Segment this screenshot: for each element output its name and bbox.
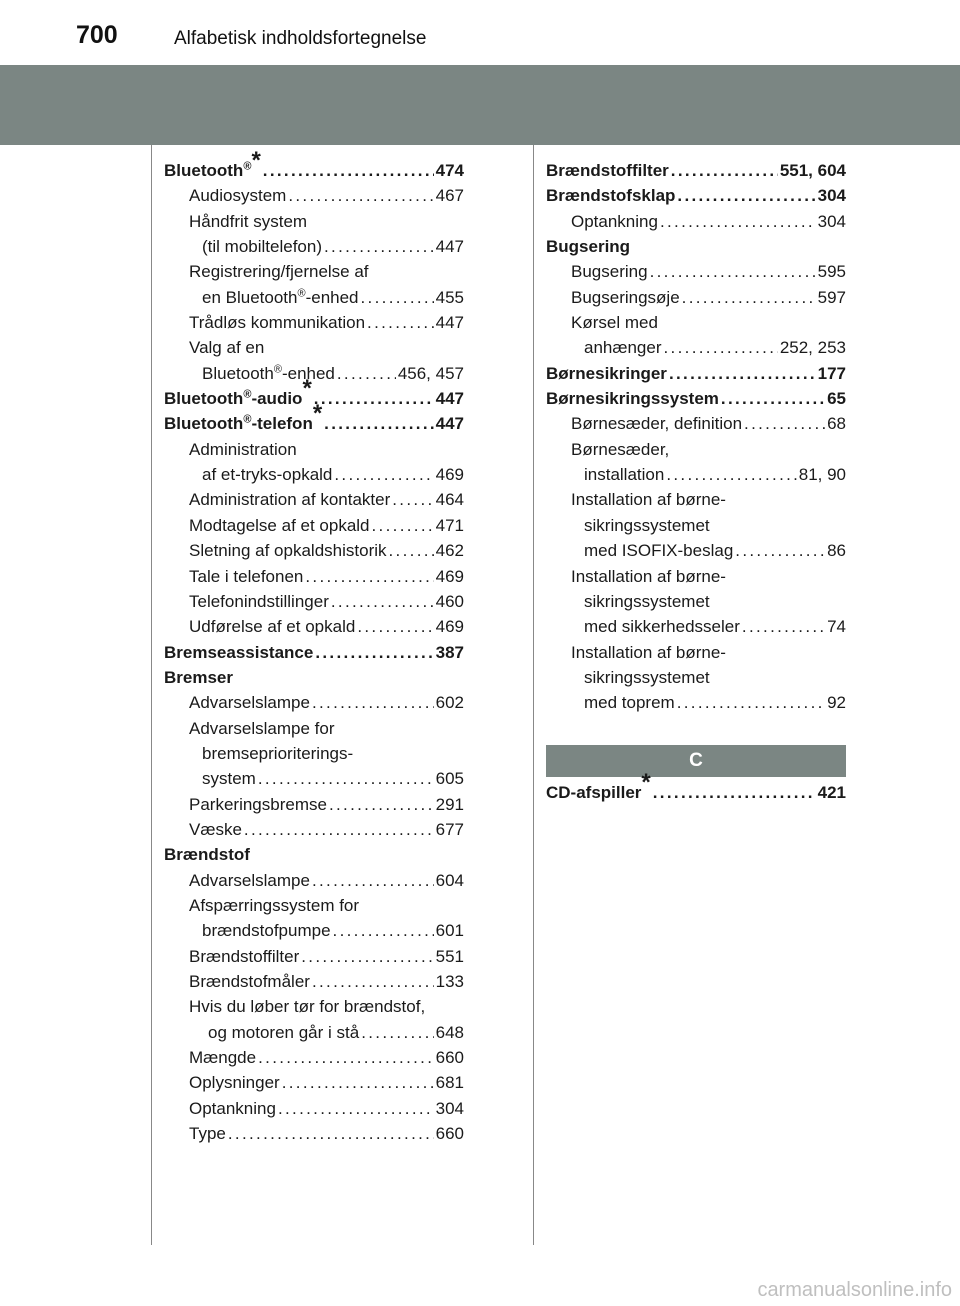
page-ref: 92 xyxy=(827,693,846,713)
page-ref: 551 xyxy=(435,946,464,966)
entry-isofix[interactable] xyxy=(546,538,846,563)
entry-admin: Administration xyxy=(189,439,297,459)
page-ref: 65 xyxy=(827,389,846,409)
entry-valg: Valg af en xyxy=(189,338,265,358)
entry-bluetooth-audio[interactable]: Bluetooth®-audio* . . . 447 xyxy=(164,386,464,411)
dot-leader xyxy=(312,868,434,893)
entry-audiosystem[interactable]: Audiosystem . . . 467 xyxy=(164,183,464,208)
entry-label: Brændstofmåler xyxy=(189,972,310,991)
column-divider-left xyxy=(151,145,152,1245)
page-ref: 601 xyxy=(435,921,464,941)
entry-label: Børnesæder, definition xyxy=(571,414,743,434)
watermark: carmanualsonline.info xyxy=(757,1279,952,1301)
page-ref: 252, 253 xyxy=(779,338,846,358)
page-ref: 387 xyxy=(435,642,464,662)
entry-installation[interactable] xyxy=(546,462,846,487)
entry-label: Oplysninger xyxy=(189,1073,280,1093)
entry-label: anhænger xyxy=(584,338,662,358)
page-ref: 681 xyxy=(435,1073,464,1093)
page-ref: 81, 90 xyxy=(798,465,846,485)
entry-bugsering: Bugsering xyxy=(546,237,631,257)
entry-label: Udførelse af et opkald xyxy=(189,617,356,637)
dot-leader xyxy=(258,766,434,791)
entry-bugsering2[interactable] xyxy=(546,259,846,284)
dot-leader xyxy=(669,361,816,386)
entry-motoren[interactable] xyxy=(164,1020,464,1045)
entry-inst2b: sikringssystemet xyxy=(584,591,710,611)
entry-label: Væske xyxy=(189,819,242,839)
page-ref: 74 xyxy=(827,617,846,637)
entry-registrering-enhed[interactable]: en Bluetooth®-enhed . . . 455 xyxy=(164,285,464,310)
dot-leader xyxy=(244,817,434,842)
entry-label: Optankning xyxy=(189,1098,276,1118)
entry-advarsel_for: Advarselslampe for xyxy=(189,718,335,738)
entry-label: Mængde xyxy=(189,1048,257,1068)
entry-definition[interactable] xyxy=(546,411,846,436)
entry-label: og motoren går i stå xyxy=(208,1022,360,1042)
entry-handfrit-system: Håndfrit system xyxy=(189,211,308,231)
entry-filter[interactable] xyxy=(546,158,846,183)
dot-leader xyxy=(312,690,434,715)
page-ref: 648 xyxy=(435,1022,464,1042)
entry-bornesikringer[interactable] xyxy=(546,361,846,386)
dot-leader xyxy=(392,487,433,512)
entry-braendstof: Brændstof xyxy=(164,845,250,865)
page-ref: 460 xyxy=(435,591,464,611)
entry-system[interactable] xyxy=(164,766,464,791)
entry-admin_kontakter[interactable] xyxy=(164,487,464,512)
entry-inst1: Installation af børne- xyxy=(571,490,726,510)
dot-leader xyxy=(278,1096,434,1121)
entry-label: Sletning af opkaldshistorik xyxy=(189,541,387,561)
dot-leader xyxy=(301,944,433,969)
entry-tale[interactable] xyxy=(164,564,464,589)
dot-leader xyxy=(305,564,433,589)
entry-maengde[interactable] xyxy=(164,1045,464,1070)
entry-label: Type xyxy=(189,1124,226,1144)
column-divider-middle xyxy=(533,145,534,1245)
index-list-c xyxy=(546,769,846,805)
entry-bornesystem[interactable] xyxy=(546,386,846,411)
entry-inst3: Installation af børne- xyxy=(571,642,726,662)
entry-bluetooth[interactable]: Bluetooth®* . . . 474 xyxy=(164,158,464,183)
section-letter-c: C xyxy=(546,745,846,777)
entry-inst1b: sikringssystemet xyxy=(584,515,710,535)
page-ref: 304 xyxy=(817,186,846,206)
entry-telefonind[interactable] xyxy=(164,589,464,614)
entry-label: Parkeringsbremse xyxy=(189,794,327,814)
page-ref: 469 xyxy=(435,465,464,485)
page-ref: 595 xyxy=(817,262,846,282)
dot-leader xyxy=(742,614,825,639)
index-column-1 xyxy=(164,147,464,1146)
entry-label: brændstofpumpe xyxy=(202,921,331,941)
entry-label: Modtagelse af et opkald xyxy=(189,515,370,535)
entry-handfrit-mobil[interactable]: (til mobiltelefon) . . . 447 xyxy=(164,234,464,259)
index-list-2 xyxy=(546,158,846,716)
page-ref: 602 xyxy=(435,693,464,713)
dot-leader xyxy=(331,589,434,614)
dot-leader xyxy=(677,690,825,715)
dot-leader xyxy=(312,969,434,994)
header xyxy=(0,0,960,60)
entry-modtagelse[interactable] xyxy=(164,513,464,538)
entry-optankning[interactable] xyxy=(164,1096,464,1121)
entry-bremseassist[interactable] xyxy=(164,640,464,665)
dot-leader xyxy=(671,158,778,183)
entry-klap[interactable] xyxy=(546,183,846,208)
dot-leader xyxy=(334,462,433,487)
header-band xyxy=(0,65,960,145)
index-column-2 xyxy=(546,158,846,716)
entry-label: Brændstofsklap xyxy=(546,186,676,206)
entry-label: Børnesikringssystem xyxy=(546,389,719,409)
entry-vaeske[interactable] xyxy=(164,817,464,842)
entry-label: af et-tryks-opkald xyxy=(202,465,333,485)
page-ref: 469 xyxy=(435,617,464,637)
dot-leader xyxy=(228,1121,434,1146)
entry-toprem[interactable] xyxy=(546,690,846,715)
page-ref: 660 xyxy=(435,1048,464,1068)
entry-label: Bugsering xyxy=(571,262,648,282)
entry-hvis: Hvis du løber tør for brændstof, xyxy=(189,997,426,1017)
dot-leader xyxy=(315,640,433,665)
entry-label: system xyxy=(202,769,256,789)
entry-bugseringsoje[interactable] xyxy=(546,285,846,310)
page-ref: 304 xyxy=(817,211,846,231)
entry-label: Bremseassistance xyxy=(164,642,314,662)
entry-afspaerring: Afspærringssystem for xyxy=(189,895,360,915)
entry-label: installation xyxy=(584,465,665,485)
page-ref: 291 xyxy=(435,794,464,814)
dot-leader xyxy=(682,285,816,310)
entry-korsel: Kørsel med xyxy=(571,313,658,333)
entry-udforelse[interactable] xyxy=(164,614,464,639)
page-ref: 464 xyxy=(435,490,464,510)
entry-optankning[interactable] xyxy=(546,209,846,234)
page-ref: 462 xyxy=(435,541,464,561)
entry-label: Advarselslampe xyxy=(189,693,310,713)
entry-bluetooth-telefon[interactable]: Bluetooth®-telefon* . . . 447 xyxy=(164,411,464,436)
page-ref: 86 xyxy=(827,541,846,561)
entry-advarsel1[interactable] xyxy=(164,690,464,715)
dot-leader xyxy=(258,1045,434,1070)
entry-label: Tale i telefonen xyxy=(189,566,304,586)
page-ref: 597 xyxy=(817,287,846,307)
dot-leader xyxy=(361,1020,433,1045)
entry-valg-enhed[interactable]: Bluetooth®-enhed . . . 456, 457 xyxy=(164,361,464,386)
dot-leader xyxy=(282,1070,434,1095)
page-ref: 133 xyxy=(435,972,464,991)
page-ref: 551, 604 xyxy=(779,161,846,180)
entry-tradlos[interactable]: Trådløs kommunikation . . . 447 xyxy=(164,310,464,335)
entry-cd-afspiller[interactable]: CD-afspiller* . . . 421 xyxy=(546,780,846,805)
dot-leader xyxy=(666,462,796,487)
entry-label: Bugseringsøje xyxy=(571,287,680,307)
dot-leader xyxy=(735,538,825,563)
dot-leader xyxy=(677,183,815,208)
page-ref: 68 xyxy=(827,414,846,434)
entry-boernesaeder: Børnesæder, xyxy=(571,439,670,459)
entry-label: Telefonindstillinger xyxy=(189,591,329,611)
entry-type[interactable] xyxy=(164,1121,464,1146)
entry-label: med sikkerhedsseler xyxy=(584,617,740,637)
entry-label: med ISOFIX-beslag xyxy=(584,541,734,561)
entry-advarsel2[interactable] xyxy=(164,868,464,893)
page-ref: 604 xyxy=(435,870,464,890)
entry-bremsepri: bremseprioriterings- xyxy=(202,743,354,763)
entry-sikkerhed[interactable] xyxy=(546,614,846,639)
dot-leader xyxy=(744,411,825,436)
dot-leader xyxy=(333,918,434,943)
entry-sletning[interactable] xyxy=(164,538,464,563)
dot-leader xyxy=(329,792,434,817)
entry-inst2: Installation af børne- xyxy=(571,566,726,586)
entry-label: Advarselslampe xyxy=(189,870,310,890)
entry-registrering: Registrering/fjernelse af xyxy=(189,262,369,282)
page-ref: 677 xyxy=(435,819,464,839)
page-ref: 177 xyxy=(817,363,846,383)
dot-leader xyxy=(660,209,816,234)
entry-oplysninger[interactable] xyxy=(164,1070,464,1095)
entry-filter[interactable] xyxy=(164,944,464,969)
entry-inst3b: sikringssystemet xyxy=(584,667,710,687)
dot-leader xyxy=(357,614,433,639)
page-number: 700 xyxy=(76,21,118,49)
dot-leader xyxy=(650,259,816,284)
entry-parkering[interactable] xyxy=(164,792,464,817)
entry-label: Brændstoffilter xyxy=(546,161,669,180)
page-ref: 660 xyxy=(435,1124,464,1144)
entry-bremser: Bremser xyxy=(164,667,233,687)
page-title: Alfabetisk indholdsfortegnelse xyxy=(174,28,427,49)
entry-label: Administration af kontakter xyxy=(189,490,391,510)
dot-leader xyxy=(389,538,434,563)
page-ref: 471 xyxy=(435,515,464,535)
entry-pumpe[interactable] xyxy=(164,918,464,943)
page-ref: 304 xyxy=(435,1098,464,1118)
page-ref: 469 xyxy=(435,566,464,586)
dot-leader xyxy=(372,513,434,538)
dot-leader xyxy=(664,335,778,360)
entry-label: Børnesikringer xyxy=(546,363,667,383)
entry-label: Optankning xyxy=(571,211,658,231)
entry-label: med toprem xyxy=(584,693,675,713)
entry-maaler[interactable] xyxy=(164,969,464,994)
page-ref: 605 xyxy=(435,769,464,789)
entry-admin2[interactable] xyxy=(164,462,464,487)
index-list-1 xyxy=(164,437,464,1147)
entry-label: Brændstoffilter xyxy=(189,946,300,966)
dot-leader xyxy=(721,386,825,411)
entry-anhaenger[interactable] xyxy=(546,335,846,360)
